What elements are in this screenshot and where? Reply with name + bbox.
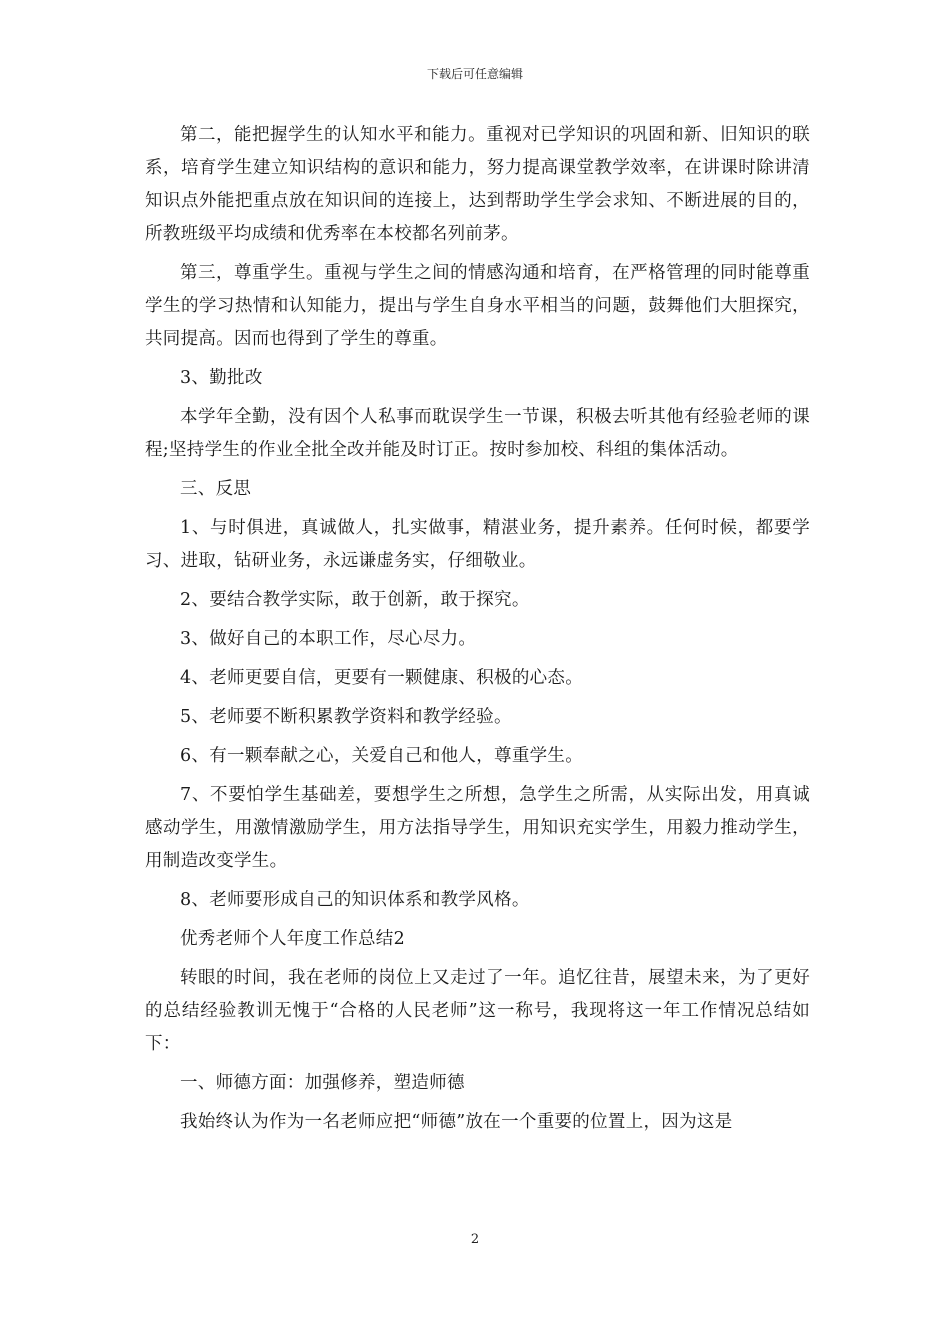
list-item: 4、老师更要自信，更要有一颗健康、积极的心态。 — [180, 668, 584, 688]
list-item: 6、有一颗奉献之心，关爱自己和他人，尊重学生。 — [180, 746, 584, 766]
page-header: 下载后可任意编辑 — [426, 67, 523, 81]
paragraph: 第三，尊重学生。重视与学生之间的情感沟通和培育，在严格管理的同时能尊重学生的学习热情和认知能力，提出与学生自身水平相当的问题，鼓舞他们大胆探究，共同提高。因而也得到了学生的尊重。 — [145, 263, 810, 349]
paragraph: 第二，能把握学生的认知水平和能力。重视对已学知识的巩固和新、旧知识的联系，培育学生建立知识结构的意识和能力，努力提高课堂教学效率，在讲课时除讲清知识点外能把重点放在知识间的连接上，达到帮助学生学会求知、不断进展的目的，所教班级平均成绩和优秀率在本校都名列前茅。 — [145, 125, 810, 244]
document-title: 优秀老师个人年度工作总结2 — [180, 929, 406, 949]
section-heading: 一、师德方面：加强修养，塑造师德 — [180, 1073, 465, 1093]
paragraph: 本学年全勤，没有因个人私事而耽误学生一节课，积极去听其他有经验老师的课程;坚持学生的作业全批全改并能及时订正。按时参加校、科组的集体活动。 — [145, 407, 810, 460]
section-heading: 三、反思 — [180, 479, 252, 499]
paragraph: 转眼的时间，我在老师的岗位上又走过了一年。追忆往昔，展望未来，为了更好的总结经验教训无愧于“合格的人民老师”这一称号，我现将这一年工作情况总结如下： — [145, 968, 810, 1054]
list-item: 7、不要怕学生基础差，要想学生之所想，急学生之所需，从实际出发，用真诚感动学生，用激情激励学生，用方法指导学生，用知识充实学生，用毅力推动学生，用制造改变学生。 — [145, 785, 810, 871]
list-item: 1、与时俱进，真诚做人，扎实做事，精湛业务，提升素养。任何时候，都要学习、进取，钻研业务，永远谦虚务实，仔细敬业。 — [145, 518, 810, 571]
list-item: 8、老师要形成自己的知识体系和教学风格。 — [180, 890, 530, 910]
paragraph: 我始终认为作为一名老师应把“师德”放在一个重要的位置上，因为这是 — [180, 1112, 733, 1132]
list-item: 2、要结合教学实际，敢于创新，敢于探究。 — [180, 590, 530, 610]
list-item: 5、老师要不断积累教学资料和教学经验。 — [180, 707, 512, 727]
section-heading: 3、勤批改 — [180, 368, 263, 388]
list-item: 3、做好自己的本职工作，尽心尽力。 — [180, 629, 477, 649]
page-number: 2 — [470, 1232, 480, 1247]
document-body — [145, 119, 810, 1145]
